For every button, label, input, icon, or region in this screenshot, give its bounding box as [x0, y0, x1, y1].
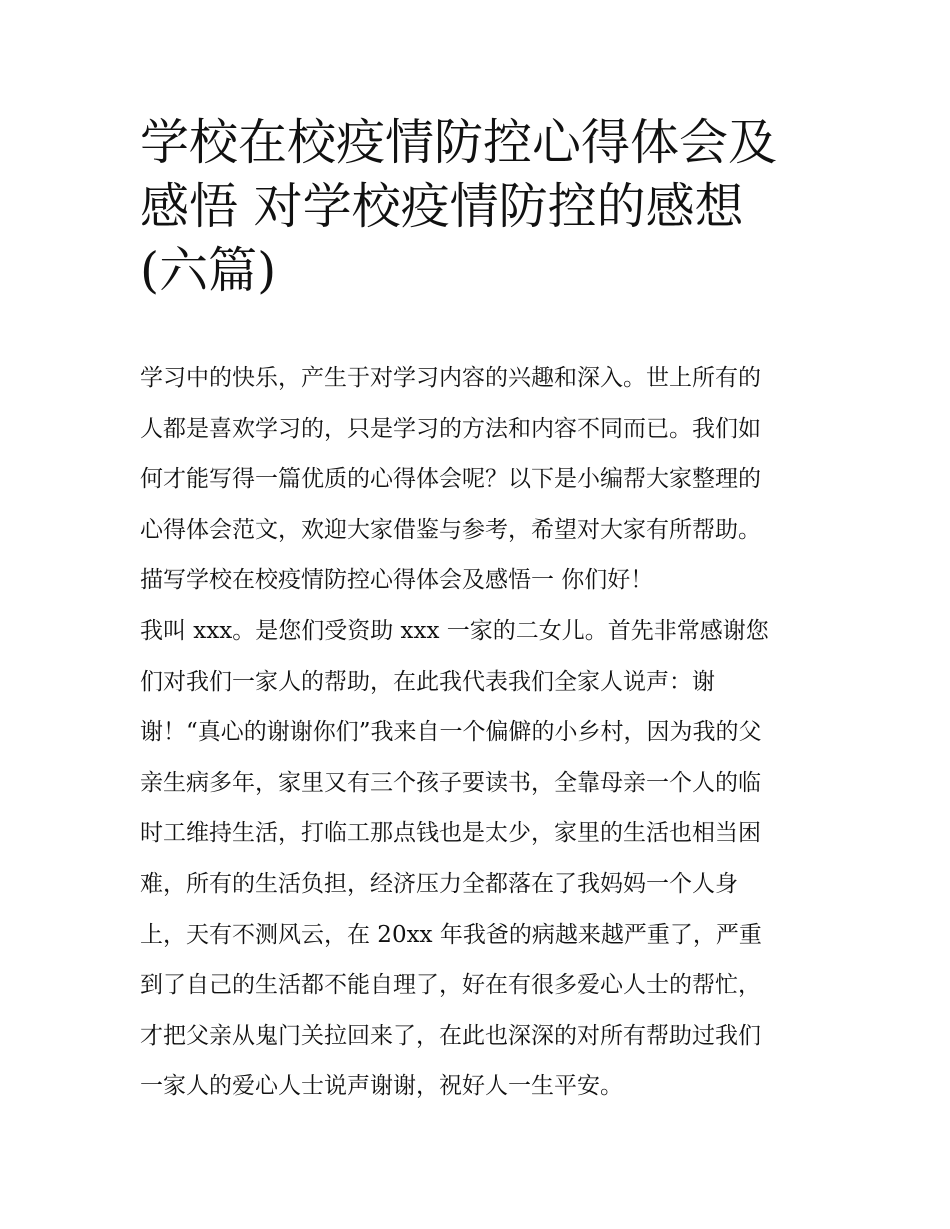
body-line: 才把父亲从鬼门关拉回来了，在此也深深的对所有帮助过我们 — [140, 1022, 761, 1049]
body-line: 到了自己的生活都不能自理了，好在有很多爱心人士的帮忙， — [140, 972, 761, 999]
title-line: (六篇) — [140, 242, 277, 299]
document-title — [140, 114, 840, 306]
body-line: 上，天有不测风云，在 20xx 年我爸的病越来越严重了，严重 — [140, 921, 762, 948]
body-line: 亲生病多年，家里又有三个孩子要读书，全靠母亲一个人的临 — [140, 769, 761, 796]
document-body — [140, 361, 830, 1120]
body-line: 学习中的快乐，产生于对学习内容的兴趣和深入。世上所有的 — [140, 365, 761, 391]
title-line: 学校在校疫情防控心得体会及 — [140, 114, 778, 171]
title-line: 感悟 对学校疫情防控的感想 — [140, 178, 744, 235]
body-line: 难，所有的生活负担，经济压力全都落在了我妈妈一个人身 — [140, 870, 738, 897]
body-line: 心得体会范文，欢迎大家借鉴与参考，希望对大家有所帮助。 — [140, 516, 761, 543]
body-line: 时工维持生活，打临工那点钱也是太少，家里的生活也相当困 — [140, 820, 761, 847]
body-line: 们对我们一家人的帮助，在此我代表我们全家人说声：谢 — [140, 668, 715, 695]
body-line: 人都是喜欢学习的，只是学习的方法和内容不同而已。我们如 — [140, 415, 761, 442]
section-heading-line: 描写学校在校疫情防控心得体会及感悟一 你们好！ — [140, 567, 654, 594]
body-line: 一家人的爱心人士说声谢谢，祝好人一生平安。 — [140, 1073, 623, 1100]
body-line: 何才能写得一篇优质的心得体会呢？以下是小编帮大家整理的 — [140, 466, 761, 493]
body-line: 我叫 xxx。是您们受资助 xxx 一家的二女儿。首先非常感谢您 — [140, 617, 769, 644]
body-line: 谢！“真心的谢谢你们”我来自一个偏僻的小乡村，因为我的父 — [140, 719, 762, 746]
